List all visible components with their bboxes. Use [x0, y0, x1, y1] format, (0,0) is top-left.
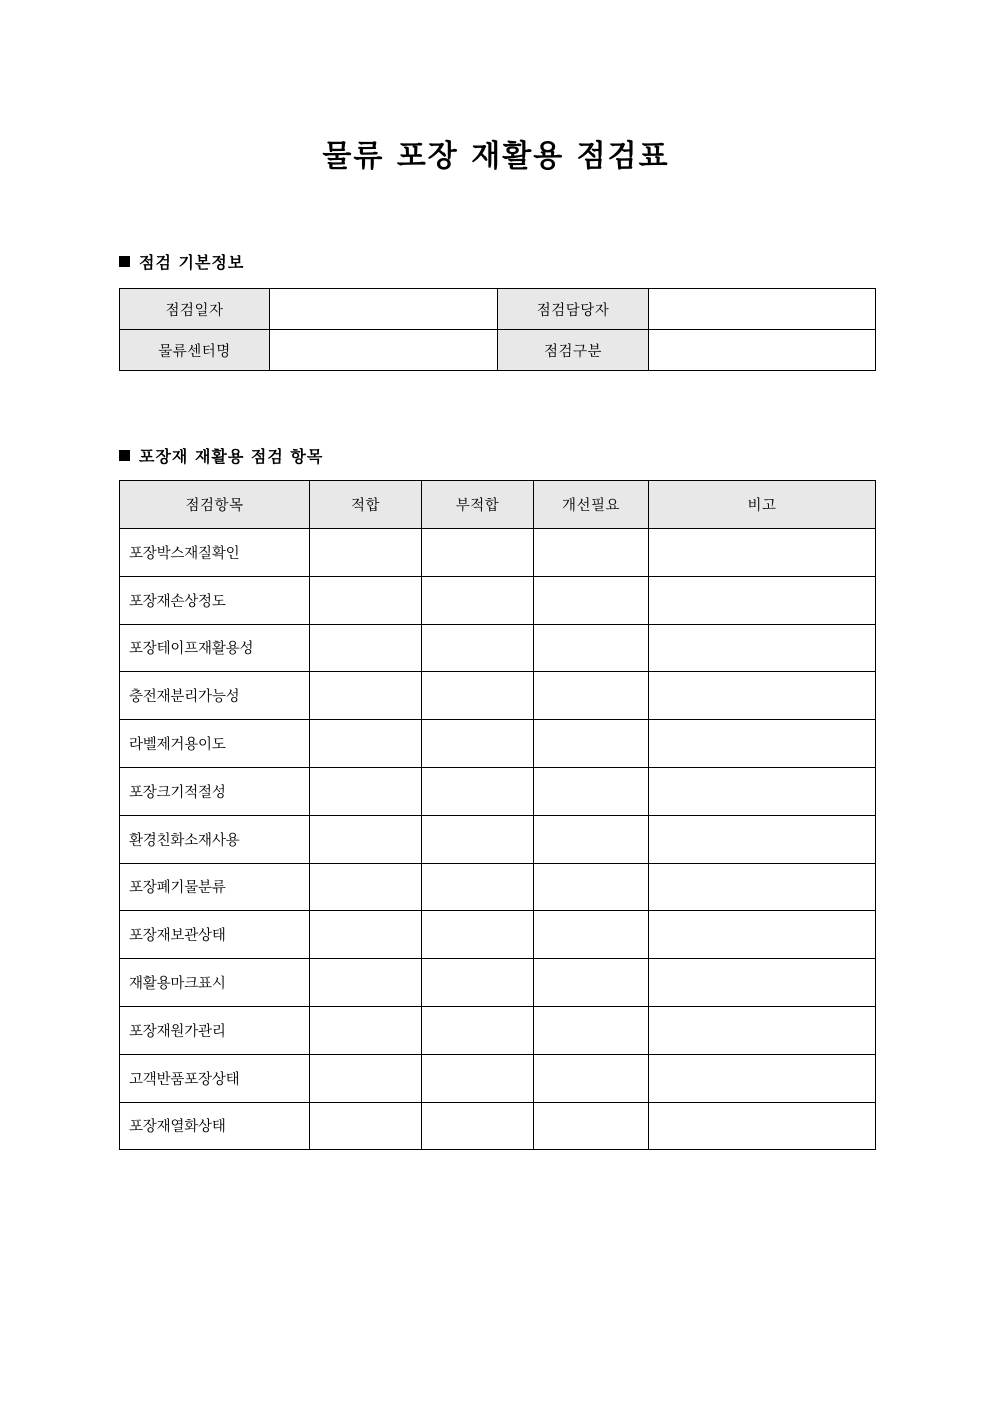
table-row: [120, 576, 876, 624]
remarks-cell[interactable]: [649, 720, 876, 768]
checkbox-cell-unsuitable[interactable]: [422, 1006, 534, 1054]
checkbox-cell-unsuitable[interactable]: [422, 767, 534, 815]
remarks-cell[interactable]: [649, 815, 876, 863]
section-heading-basic-info: [119, 250, 244, 273]
checkbox-cell-unsuitable[interactable]: [422, 529, 534, 577]
checkbox-cell-suitable[interactable]: [310, 959, 422, 1007]
info-label-logistics-center: 물류센터명: [120, 330, 270, 371]
table-row: [120, 330, 876, 371]
remarks-cell[interactable]: [649, 1102, 876, 1150]
table-row: [120, 1054, 876, 1102]
table-row: [120, 289, 876, 330]
column-header-suitable: 적합: [310, 481, 422, 529]
checkbox-cell-suitable[interactable]: [310, 1054, 422, 1102]
table-header-row: [120, 481, 876, 529]
remarks-cell[interactable]: [649, 959, 876, 1007]
checkbox-cell-suitable[interactable]: [310, 911, 422, 959]
section-heading-label: 포장재 재활용 점검 항목: [139, 447, 324, 466]
filled-square-bullet-icon: [119, 450, 130, 461]
section-heading-checklist: [119, 444, 323, 467]
table-row: [120, 672, 876, 720]
remarks-cell[interactable]: [649, 624, 876, 672]
remarks-cell[interactable]: [649, 529, 876, 577]
checkbox-cell-needs-improvement[interactable]: [534, 863, 649, 911]
checkbox-cell-suitable[interactable]: [310, 815, 422, 863]
checklist-item-label: 포장재열화상태: [120, 1102, 310, 1150]
checkbox-cell-needs-improvement[interactable]: [534, 672, 649, 720]
section-heading-label: 점검 기본정보: [139, 253, 245, 272]
checklist-item-label: 포장재손상정도: [120, 576, 310, 624]
checkbox-cell-unsuitable[interactable]: [422, 911, 534, 959]
checkbox-cell-unsuitable[interactable]: [422, 1054, 534, 1102]
table-row: [120, 624, 876, 672]
checklist-item-label: 라벨제거용이도: [120, 720, 310, 768]
checkbox-cell-needs-improvement[interactable]: [534, 959, 649, 1007]
checkbox-cell-unsuitable[interactable]: [422, 815, 534, 863]
info-label-inspector: 점검담당자: [498, 289, 649, 330]
checkbox-cell-needs-improvement[interactable]: [534, 815, 649, 863]
checklist-item-label: 환경친화소재사용: [120, 815, 310, 863]
recycling-checklist-table: [119, 480, 876, 1150]
checkbox-cell-needs-improvement[interactable]: [534, 576, 649, 624]
checklist-item-label: 포장폐기물분류: [120, 863, 310, 911]
checkbox-cell-unsuitable[interactable]: [422, 624, 534, 672]
table-row: [120, 1006, 876, 1054]
table-row: [120, 1102, 876, 1150]
checkbox-cell-needs-improvement[interactable]: [534, 720, 649, 768]
checkbox-cell-needs-improvement[interactable]: [534, 624, 649, 672]
checklist-item-label: 충전재분리가능성: [120, 672, 310, 720]
checkbox-cell-suitable[interactable]: [310, 624, 422, 672]
checkbox-cell-unsuitable[interactable]: [422, 576, 534, 624]
table-row: [120, 911, 876, 959]
remarks-cell[interactable]: [649, 576, 876, 624]
checkbox-cell-needs-improvement[interactable]: [534, 1006, 649, 1054]
checkbox-cell-suitable[interactable]: [310, 529, 422, 577]
column-header-needs-improvement: 개선필요: [534, 481, 649, 529]
page-title: 물류 포장 재활용 점검표: [322, 139, 670, 174]
checkbox-cell-suitable[interactable]: [310, 1006, 422, 1054]
checkbox-cell-needs-improvement[interactable]: [534, 1054, 649, 1102]
info-value-inspection-date[interactable]: [270, 289, 498, 330]
info-value-inspection-type[interactable]: [649, 330, 876, 371]
checklist-item-label: 포장테이프재활용성: [120, 624, 310, 672]
table-row: [120, 720, 876, 768]
checkbox-cell-unsuitable[interactable]: [422, 959, 534, 1007]
info-label-inspection-date: 점검일자: [120, 289, 270, 330]
checkbox-cell-suitable[interactable]: [310, 1102, 422, 1150]
checkbox-cell-suitable[interactable]: [310, 576, 422, 624]
checklist-item-label: 고객반품포장상태: [120, 1054, 310, 1102]
remarks-cell[interactable]: [649, 911, 876, 959]
remarks-cell[interactable]: [649, 767, 876, 815]
remarks-cell[interactable]: [649, 1006, 876, 1054]
checkbox-cell-needs-improvement[interactable]: [534, 529, 649, 577]
table-row: [120, 815, 876, 863]
checklist-item-label: 포장박스재질확인: [120, 529, 310, 577]
checklist-item-label: 포장재원가관리: [120, 1006, 310, 1054]
checklist-item-label: 포장재보관상태: [120, 911, 310, 959]
checkbox-cell-suitable[interactable]: [310, 672, 422, 720]
checkbox-cell-unsuitable[interactable]: [422, 672, 534, 720]
checkbox-cell-suitable[interactable]: [310, 720, 422, 768]
info-value-inspector[interactable]: [649, 289, 876, 330]
table-row: [120, 529, 876, 577]
checkbox-cell-unsuitable[interactable]: [422, 720, 534, 768]
checkbox-cell-unsuitable[interactable]: [422, 863, 534, 911]
table-row: [120, 959, 876, 1007]
column-header-remarks: 비고: [649, 481, 876, 529]
info-label-inspection-type: 점검구분: [498, 330, 649, 371]
column-header-item: 점검항목: [120, 481, 310, 529]
basic-info-table: [119, 288, 876, 371]
checkbox-cell-suitable[interactable]: [310, 863, 422, 911]
remarks-cell[interactable]: [649, 672, 876, 720]
checkbox-cell-needs-improvement[interactable]: [534, 911, 649, 959]
table-row: [120, 863, 876, 911]
checklist-item-label: 포장크기적절성: [120, 767, 310, 815]
checkbox-cell-suitable[interactable]: [310, 767, 422, 815]
remarks-cell[interactable]: [649, 863, 876, 911]
checkbox-cell-needs-improvement[interactable]: [534, 767, 649, 815]
column-header-unsuitable: 부적합: [422, 481, 534, 529]
table-row: [120, 767, 876, 815]
checkbox-cell-needs-improvement[interactable]: [534, 1102, 649, 1150]
checkbox-cell-unsuitable[interactable]: [422, 1102, 534, 1150]
filled-square-bullet-icon: [119, 256, 130, 267]
info-value-logistics-center[interactable]: [270, 330, 498, 371]
remarks-cell[interactable]: [649, 1054, 876, 1102]
checklist-item-label: 재활용마크표시: [120, 959, 310, 1007]
